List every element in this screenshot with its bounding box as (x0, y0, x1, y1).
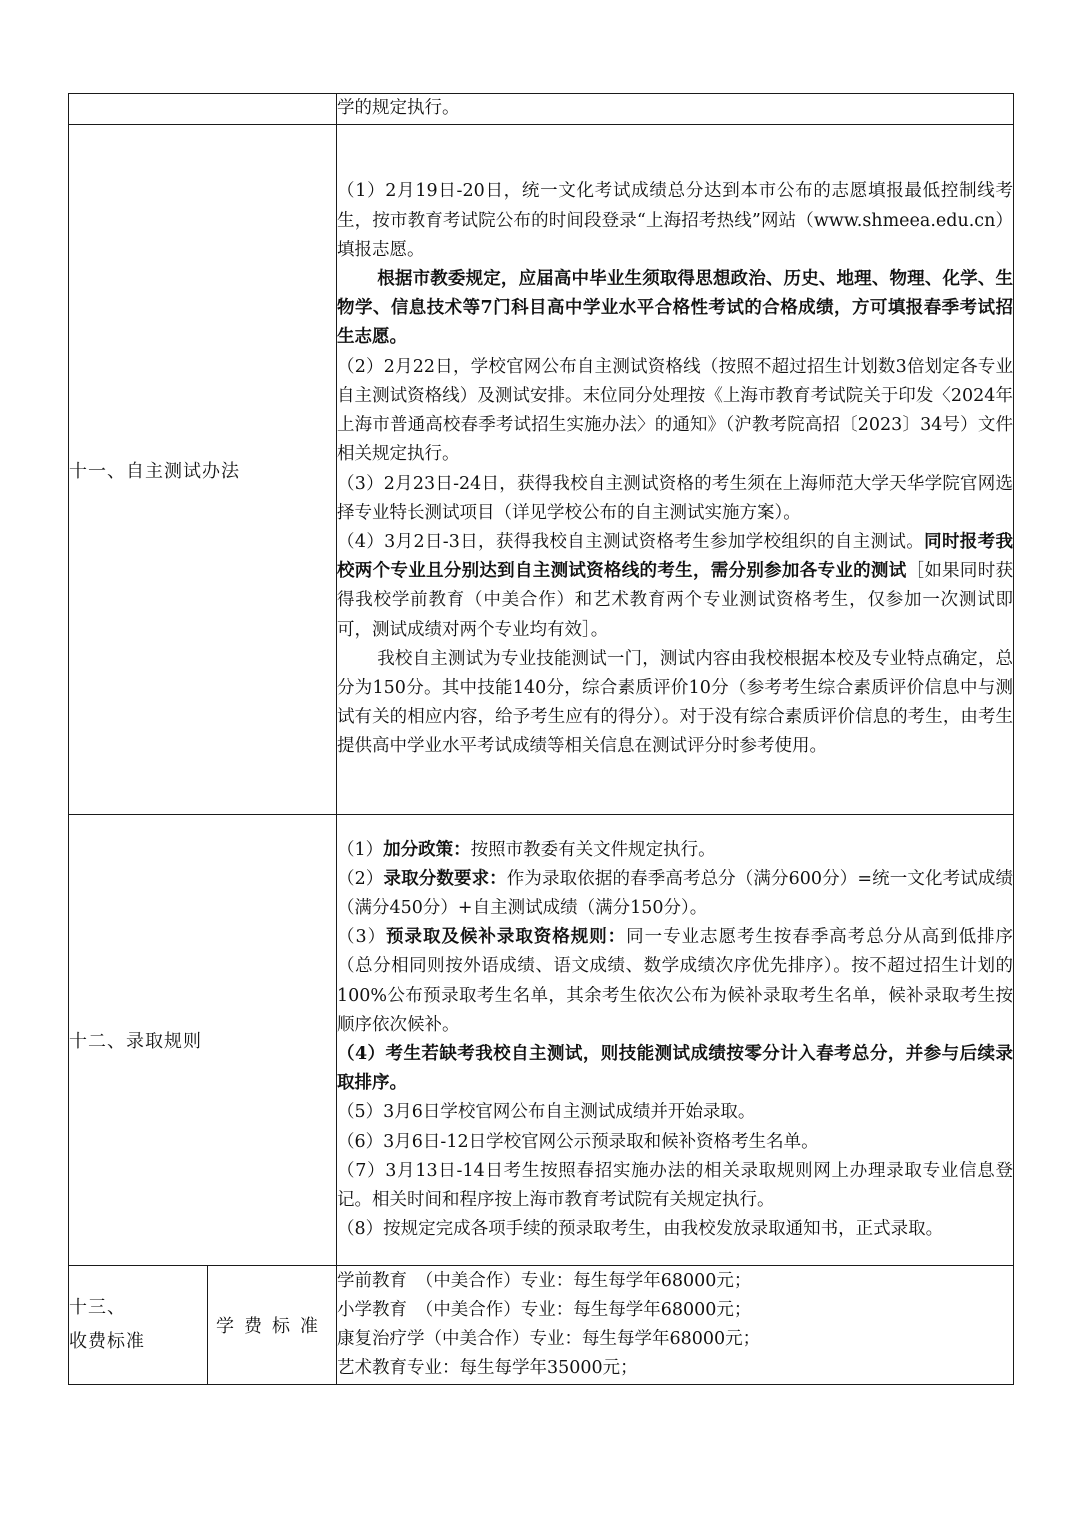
rule-2-title: 录取分数要求： (383, 868, 507, 889)
self-test-p5 (337, 528, 1013, 645)
continuation-text: 学的规定执行。 (337, 94, 1014, 125)
fee-list (337, 1266, 1014, 1385)
rule-1-text: 按照市教委有关文件规定执行。 (470, 839, 716, 860)
fees-label-line1: 十三、 (69, 1297, 126, 1318)
self-test-p1: （1）2月19日-20日，统一文化考试成绩总分达到本市公布的志愿填报最低控制线考生，按市教育考试院公布的时间段登录“上海招考热线”网站（www.shmeea.edu.cn）填报志愿。 (337, 181, 1013, 260)
self-test-p2: 根据市教委规定，应届高中毕业生须取得思想政治、历史、地理、物理、化学、生物学、信息技术等7门科目高中学业水平合格性考试的合格成绩，方可填报春季考试招生志愿。 (337, 269, 1013, 348)
rule-6: （6）3月6日-12日学校官网公示预录取和候补资格考生名单。 (337, 1131, 819, 1152)
fee-item: 艺术教育专业：每生每学年35000元； (337, 1358, 638, 1379)
self-test-p5-a: （4）3月2日-3日，获得我校自主测试资格考生参加学校组织的自主测试。 (337, 531, 925, 552)
section-label-fees (69, 1266, 208, 1385)
row-admission-rules (69, 815, 1014, 1266)
rule-2-text: 作为录取依据的春季高考总分（满分600分）=统一文化考试成绩（满分450分）+自主测试成绩（满分150分）。 (337, 868, 1013, 918)
rule-3-text: 同一专业志愿考生按春季高考总分从高到低排序（总分相同则按外语成绩、语文成绩、数学成绩次序优先排序）。按不超过招生计划的100%公布预录取考生名单，其余考生依次公布为候补录取考生名单，候补录取考生按顺序依次候补。 (337, 927, 1014, 1035)
section-label-admission-rules: 十二、录取规则 (69, 815, 337, 1266)
rule-8: （8）按规定完成各项手续的预录取考生，由我校发放录取通知书，正式录取。 (337, 1219, 944, 1240)
fees-label-line2: 收费标准 (69, 1331, 145, 1352)
fee-item: 康复治疗学（中美合作）专业：每生每学年68000元； (337, 1329, 761, 1349)
self-test-p5-c: ［如果同时获得我校学前教育（中美合作）和艺术教育两个专业测试资格考生，仅参加一次测试即可，测试成绩对两个专业均有效］。 (337, 561, 1014, 640)
rule-1-title: 加分政策： (383, 839, 471, 860)
rule-7: （7）3月13日-14日考生按照春招实施办法的相关录取规则网上办理录取专业信息登记。相关时间和程序按上海市教育考试院有关规定执行。 (337, 1160, 1013, 1211)
row-self-test (69, 125, 1014, 815)
section-label-self-test: 十一、自主测试办法 (69, 125, 337, 815)
rule-1 (337, 836, 1013, 865)
empty-label-cell (69, 94, 337, 125)
rule-1-number: （1） (337, 839, 384, 860)
tuition-standard-label: 学费标准 (208, 1266, 337, 1385)
self-test-p5-b: 同时报考我校两个专业且分别达到自主测试资格线的考生，需分别参加各专业的测试 (337, 531, 1013, 582)
self-test-content (337, 125, 1014, 815)
self-test-p3: （2）2月22日，学校官网公布自主测试资格线（按照不超过招生计划数3倍划定各专业自主测试资格线）及测试安排。末位同分处理按《上海市教育考试院关于印发〈2024年上海市普通高校春季考试招生实施办法〉的通知》（沪教考院高招〔2023〕34号）文件相关规定执行。 (337, 356, 1013, 465)
rule-5: （5）3月6日学校官网公布自主测试成绩并开始录取。 (337, 1102, 756, 1123)
row-fees (69, 1266, 1014, 1385)
rule-2-number: （2） (337, 868, 384, 889)
fee-item: 学前教育 （中美合作）专业：每生每学年68000元； (337, 1270, 752, 1291)
admission-rules-content (337, 815, 1014, 1266)
row-continuation (69, 94, 1014, 125)
self-test-p4: （3）2月23日-24日，获得我校自主测试资格的考生须在上海师范大学天华学院官网选择专业特长测试项目（详见学校公布的自主测试实施方案）。 (337, 473, 1013, 523)
rule-4: （4）考生若缺考我校自主测试，则技能测试成绩按零分计入春考总分，并参与后续录取排序。 (337, 1044, 1013, 1094)
rule-3 (337, 923, 1013, 1040)
rule-3-title: 预录取及候补录取资格规则： (386, 927, 627, 948)
rule-2 (337, 865, 1013, 923)
admission-brochure-table (68, 93, 1014, 1385)
rule-3-number: （3） (337, 927, 387, 948)
fee-item: 小学教育 （中美合作）专业：每生每学年68000元； (337, 1299, 752, 1320)
self-test-p6: 我校自主测试为专业技能测试一门，测试内容由我校根据本校及专业特点确定，总分为150分。其中技能140分，综合素质评价10分（参考考生综合素质评价信息中与测试有关的相应内容，给予考生应有的得分）。对于没有综合素质评价信息的考生，由考生提供高中学业水平考试成绩等相关信息在测试评分时参考使用。 (337, 648, 1013, 757)
